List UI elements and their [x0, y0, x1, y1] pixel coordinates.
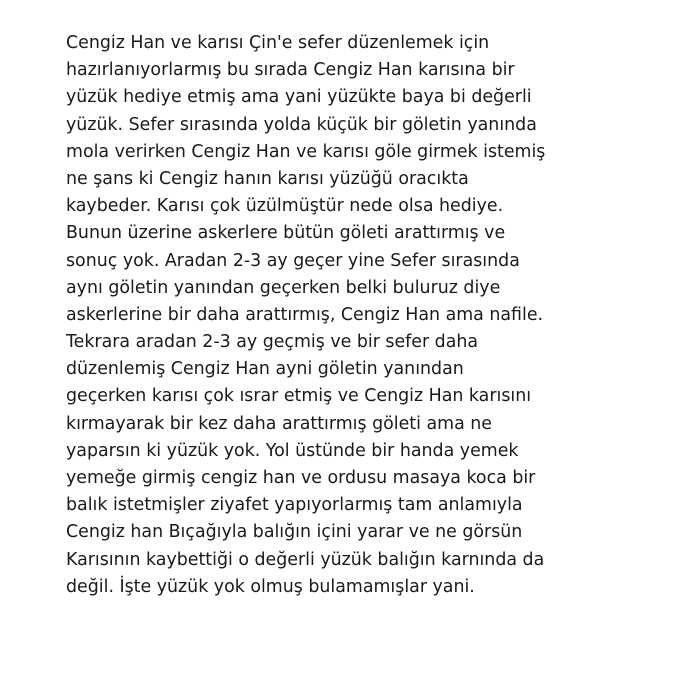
text-line: Karısının kaybettiği o değerli yüzük balığın karnında da [66, 549, 545, 570]
text-line: kırmayarak bir kez daha arattırmış göleti ama ne [66, 413, 492, 434]
text-line: geçerken karısı çok ısrar etmiş ve Cengiz Han karısını [66, 386, 532, 407]
text-line: Tekrara aradan 2-3 ay geçmiş ve bir sefer daha [66, 332, 479, 353]
text-line: ne şans ki Cengiz hanın karısı yüzüğü oracıkta [66, 168, 469, 189]
text-line: yüzük. Sefer sırasında yolda küçük bir göletin yanında [66, 114, 537, 135]
text-line: balık istetmişler ziyafet yapıyorlarmış tam anlamıyla [66, 495, 523, 516]
text-line: kaybeder. Karısı çok üzülmüştür nede olsa hediye. [66, 196, 504, 217]
text-line: hazırlanıyorlarmış bu sırada Cengiz Han karısına bir [66, 60, 515, 81]
text-line: Bunun üzerine askerlere bütün göleti arattırmış ve [66, 223, 506, 244]
post-text [66, 30, 666, 601]
text-line: yüzük hediye etmiş ama yani yüzükte baya bi değerli [66, 87, 532, 108]
text-line: mola verirken Cengiz Han ve karısı göle girmek istemiş [66, 141, 546, 162]
text-line: Cengiz Han ve karısı Çin'e sefer düzenlemek için [66, 33, 490, 53]
text-line: sonuç yok. Aradan 2-3 ay geçer yine Sefer sırasında [66, 250, 520, 271]
text-line: aynı göletin yanından geçerken belki buluruz diye [66, 277, 501, 298]
text-line: askerlerine bir daha arattırmış, Cengiz Han ama nafile. [66, 304, 544, 325]
text-line: Cengiz han Bıçağıyla balığın içini yarar ve ne görsün [66, 522, 523, 543]
text-line: değil. İşte yüzük yok olmuş bulamamışlar yani. [66, 576, 475, 597]
text-line: düzenlemiş Cengiz Han ayni göletin yanından [66, 359, 464, 380]
text-line: yemeğe girmiş cengiz han ve ordusu masaya koca bir [66, 468, 536, 488]
text-line: yaparsın ki yüzük yok. Yol üstünde bir handa yemek [66, 440, 519, 461]
